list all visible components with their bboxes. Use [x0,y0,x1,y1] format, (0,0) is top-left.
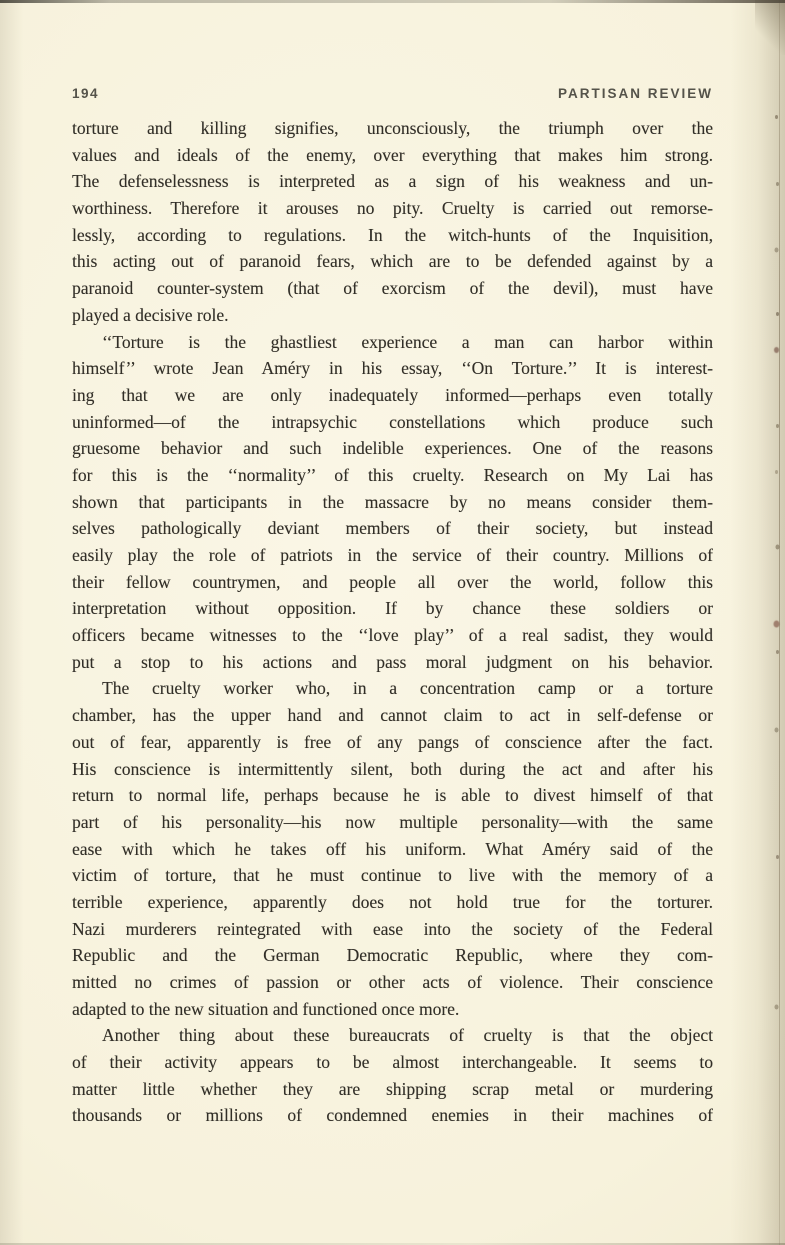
text-line: terrible experience, apparently does not hold true for the torturer. [72,891,713,912]
text-line: put a stop to his actions and pass moral judgment on his behavior. [72,651,713,672]
text-line: interpretation without opposition. If by chance these soldiers or [72,598,713,619]
text-line: out of fear, apparently is free of any pangs of conscience after the fact. [72,731,713,752]
text-line: chamber, has the upper hand and cannot claim to act in self-defense or [72,705,713,726]
text-line: uninformed—of the intrapsychic constellations which produce such [72,411,713,432]
text-line: adapted to the new situation and functioned once more. [72,998,460,1019]
text-line: His conscience is intermittently silent, both during the act and after his [72,758,713,779]
text-line: himself’’ wrote Jean Améry in his essay, ‘‘On Torture.’’ It is interest- [72,358,713,379]
text-line: The cruelty worker who, in a concentration camp or a torture [102,678,713,699]
text-line: played a decisive role. [72,304,229,325]
text-line: easily play the role of patriots in the service of their country. Millions of [72,545,713,565]
text-line: Republic and the German Democratic Republic, where they com- [72,945,713,966]
page-number: 194 [72,86,100,101]
text-line: victim of torture, that he must continue to live with the memory of a [72,865,713,886]
page-body [72,115,713,1129]
text-line: paranoid counter-system (that of exorcism of the devil), must have [72,278,713,299]
page-edge-line [779,0,781,1245]
text-line: ease with which he takes off his uniform. What Améry said of the [72,838,713,859]
text-line: part of his personality—his now multiple personality—with the same [72,811,713,832]
text-line: mitted no crimes of passion or other acts of violence. Their conscience [72,972,713,992]
text-line: Nazi murderers reintegrated with ease into the society of the Federal [72,918,713,939]
journal-title: PARTISAN REVIEW [557,86,713,101]
text-line: for this is the ‘‘normality’’ of this cruelty. Research on My Lai has [72,464,713,485]
text-line: this acting out of paranoid fears, which are to be defended against by a [72,251,713,272]
scan-specks [775,0,778,4]
text-line: lessly, according to regulations. In the witch-hunts of the Inquisition, [72,224,713,245]
text-line: Another thing about these bureaucrats of cruelty is that the object [102,1025,713,1046]
text-line: return to normal life, perhaps because he is able to divest himself of that [72,785,713,806]
text-line: matter little whether they are shipping scrap metal or murdering [72,1078,713,1099]
scan-edge-top [0,0,785,3]
text-line: officers became witnesses to the ‘‘love play’’ of a real sadist, they would [72,625,713,646]
text-line: ‘‘Torture is the ghastliest experience a man can harbor within [102,331,713,352]
text-line: gruesome behavior and such indelible experiences. One of the reasons [72,438,713,459]
text-line: shown that participants in the massacre by no means consider them- [72,491,713,512]
text-line: worthiness. Therefore it arouses no pity. Cruelty is carried out remorse- [72,198,713,219]
running-head [72,86,713,101]
text-line: ing that we are only inadequately informed—perhaps even totally [72,384,713,405]
text-line: of their activity appears to be almost interchangeable. It seems to [72,1052,713,1073]
text-line: thousands or millions of condemned enemies in their machines of [72,1105,713,1126]
text-line: The defenselessness is interpreted as a sign of his weakness and un- [72,171,713,192]
text-line: their fellow countrymen, and people all over the world, follow this [72,571,713,592]
scan-corner-shadow [755,0,785,55]
text-line: torture and killing signifies, unconsciously, the triumph over the [72,118,713,138]
text-line: selves pathologically deviant members of their society, but instead [72,518,713,539]
text-line: values and ideals of the enemy, over everything that makes him strong. [72,144,713,165]
